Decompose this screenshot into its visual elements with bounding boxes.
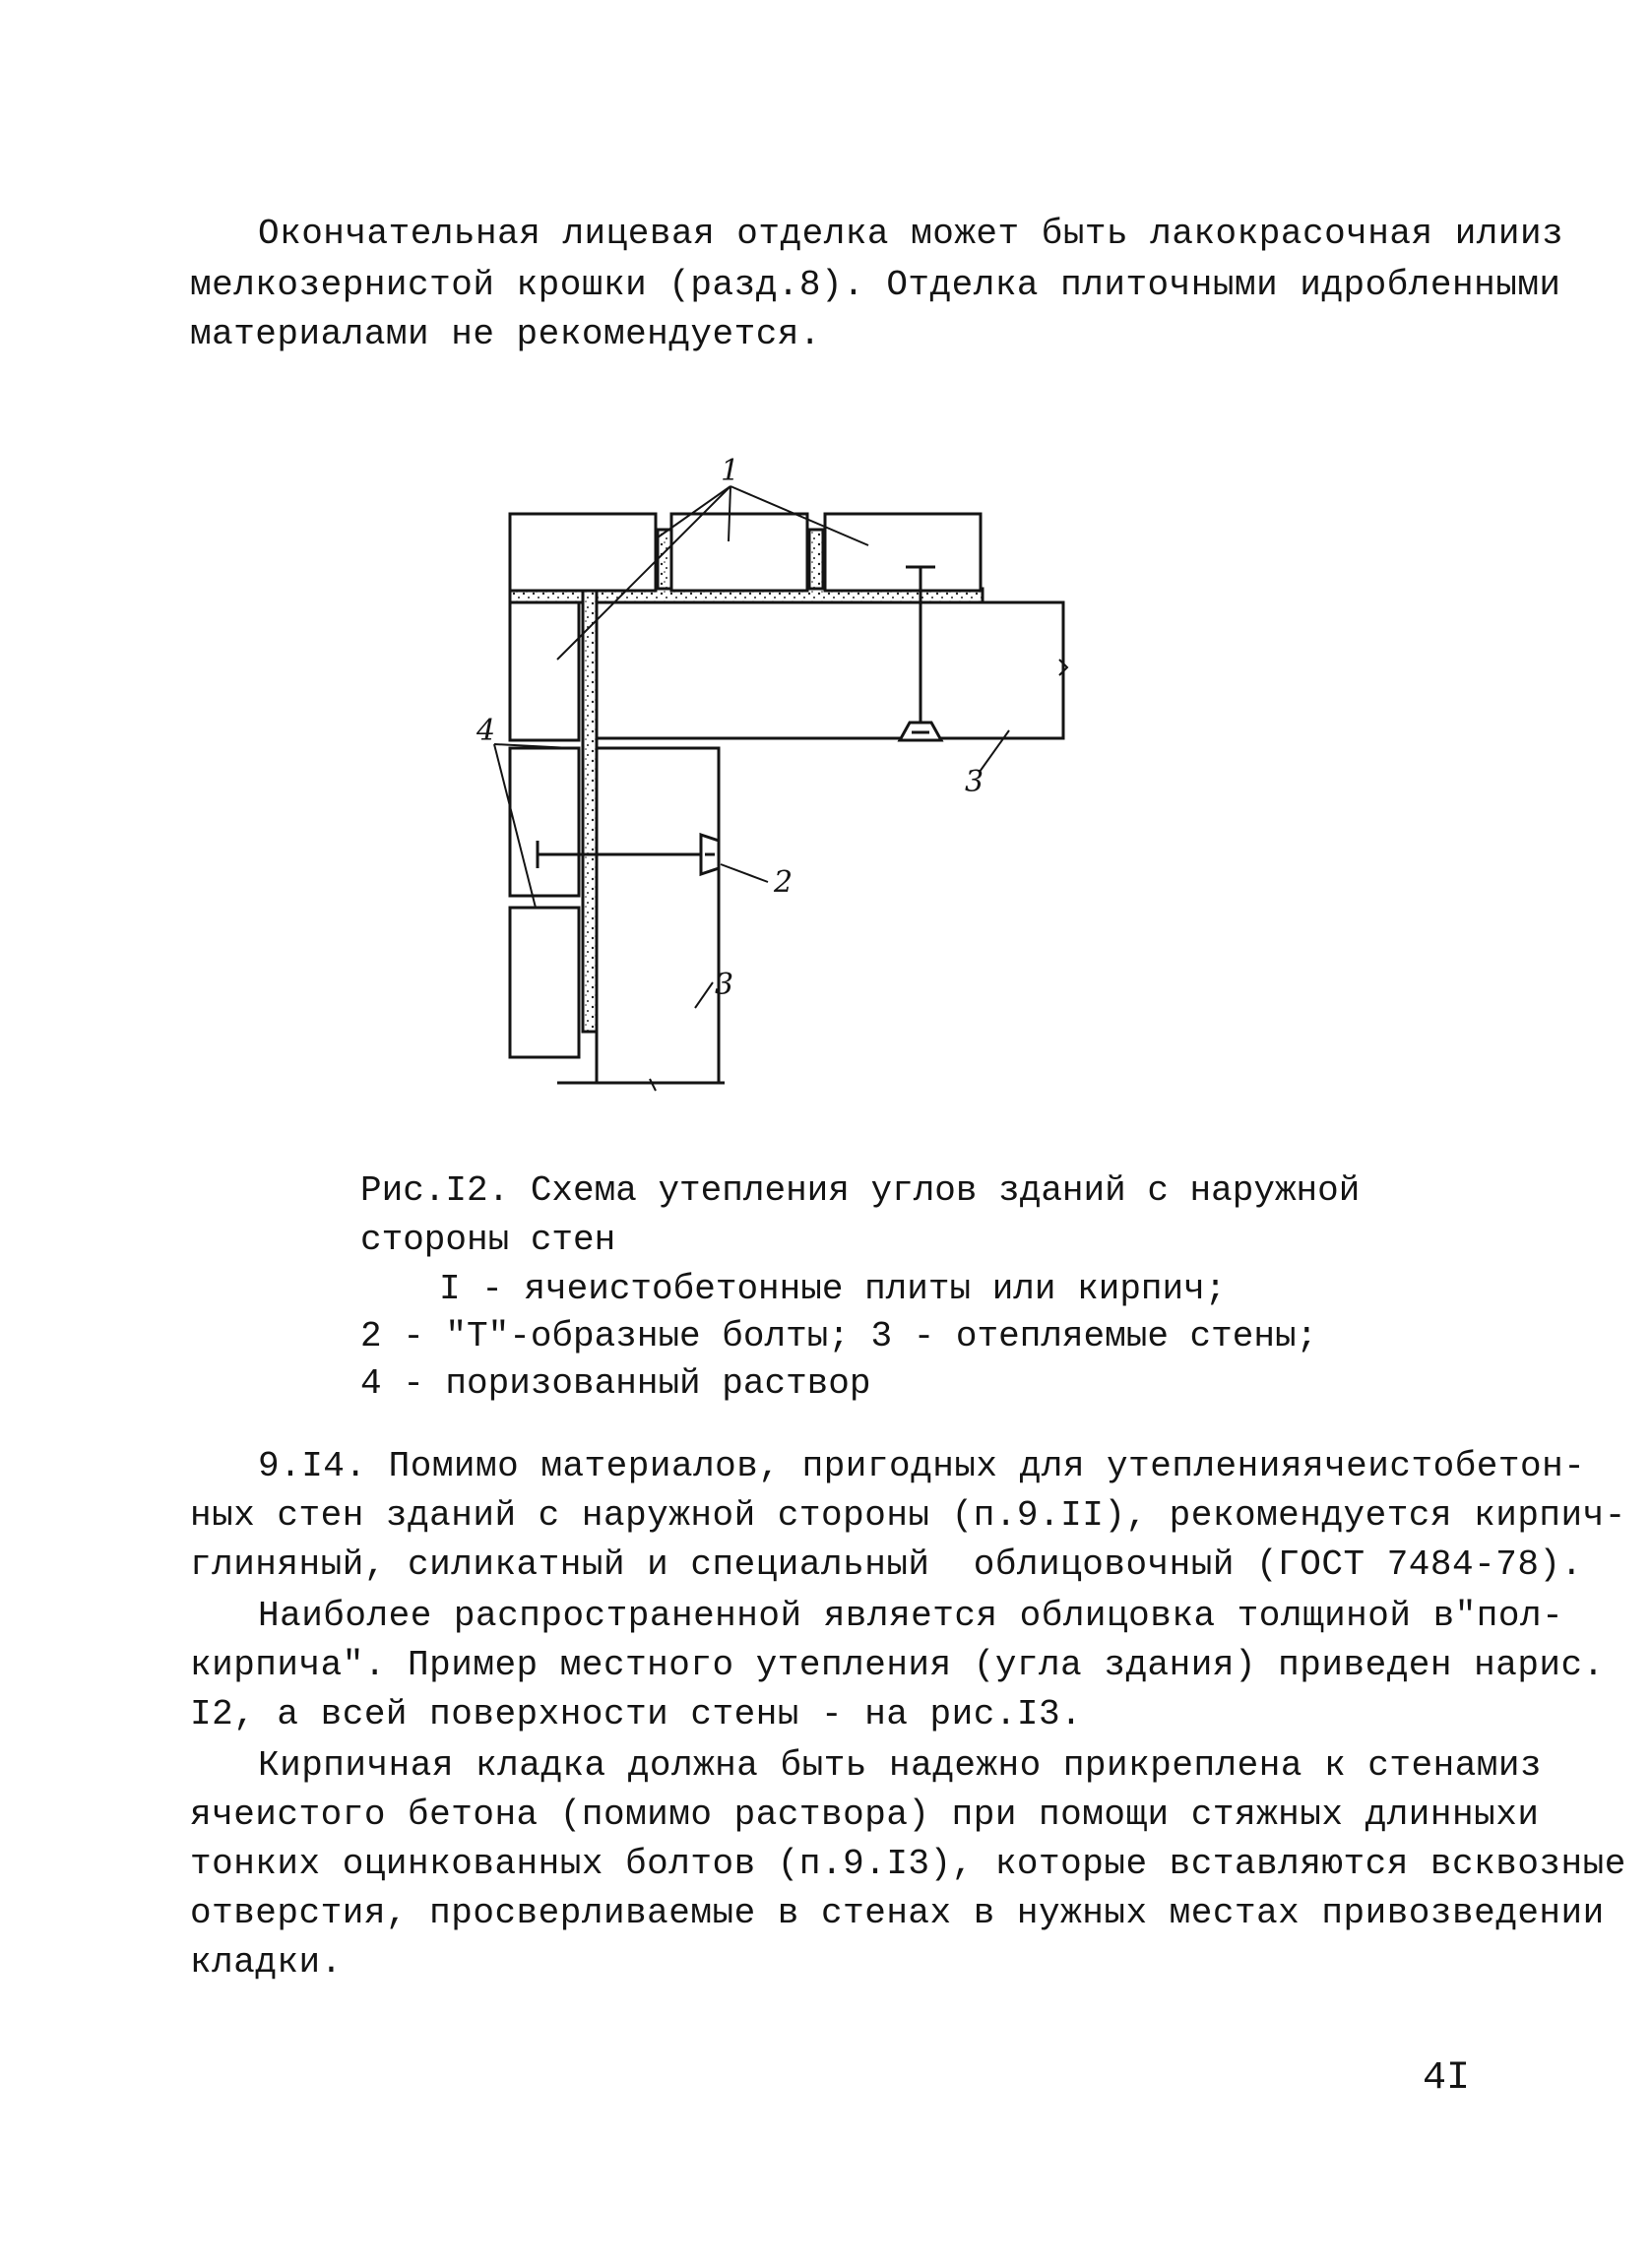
figure-caption-item-3: 4 - поризованный раствор — [360, 1363, 871, 1404]
figure-label-1: 1 — [721, 454, 740, 488]
para2-line2: ных стен зданий с наружной стороны (п.9.II), рекомендуется кирпич - — [190, 1495, 1626, 1536]
page-number: 4I — [1422, 2056, 1470, 2101]
insulation-block-left-2 — [510, 748, 579, 896]
leader-2 — [721, 864, 768, 882]
para4-line1: Кирпичная кладка должна быть надежно прикреплена к стенам из — [258, 1745, 1543, 1786]
para1-line3: материалами не рекомендуется. — [190, 314, 822, 354]
insulation-block-top-1 — [510, 514, 656, 591]
para4-line3: тонких оцинкованных болтов (п.9.I3), которые вставляются в сквозные — [190, 1844, 1626, 1884]
mortar-cell-2 — [809, 530, 823, 589]
mortar-cell-1 — [658, 530, 671, 589]
figure-label-3-bottom: 3 — [715, 968, 734, 1002]
para4-line2: ячеистого бетона (помимо раствора) при помощи стяжных длинных и — [190, 1795, 1540, 1835]
para2-line3: глиняный, силикатный и специальный облицовочный (ГОСТ 7484-78). — [190, 1544, 1583, 1585]
insulation-block-top-3 — [825, 514, 981, 591]
para4-line5: кладки. — [190, 1942, 343, 1983]
figure-caption-title-line2: стороны стен — [360, 1220, 616, 1260]
figure-label-4: 4 — [476, 714, 496, 748]
mortar-vertical — [583, 589, 597, 1032]
insulation-block-left-3 — [510, 908, 579, 1057]
insulation-block-left-1 — [510, 602, 579, 740]
para3-line3: I2, а всей поверхности стены - на рис.I3. — [190, 1694, 1083, 1734]
para1-line1: Окончательная лицевая отделка может быть лакокрасочная или из — [258, 214, 1564, 254]
para3-line1: Наиболее распространенной является облицовка толщиной в "пол- — [258, 1596, 1564, 1636]
figure-label-2: 2 — [774, 865, 794, 900]
figure-caption-title-line1: Рис.I2. Схема утепления углов зданий с наружной — [360, 1170, 1361, 1211]
wall-horizontal — [597, 602, 1063, 738]
para2-line1: 9.I4. Помимо материалов, пригодных для утепления ячеистобетон- — [258, 1446, 1586, 1486]
figure-label-3-right: 3 — [965, 765, 984, 799]
wall-vertical — [597, 748, 719, 1083]
figure-caption-item-2: 2 - "Т"-образные болты; 3 - отепляемые стены; — [360, 1316, 1318, 1356]
para3-line2: кирпича". Пример местного утепления (угла здания) приведен на рис. — [190, 1645, 1605, 1685]
figure-caption-item-1: I - ячеистобетонные плиты или кирпич; — [439, 1269, 1227, 1309]
para1-line2: мелкозернистой крошки (разд.8). Отделка плиточными и дробленными — [190, 265, 1561, 305]
para4-line4: отверстия, просверливаемые в стенах в нужных местах при возведении — [190, 1893, 1605, 1933]
wall-corner-insulation-figure — [473, 443, 1162, 1112]
